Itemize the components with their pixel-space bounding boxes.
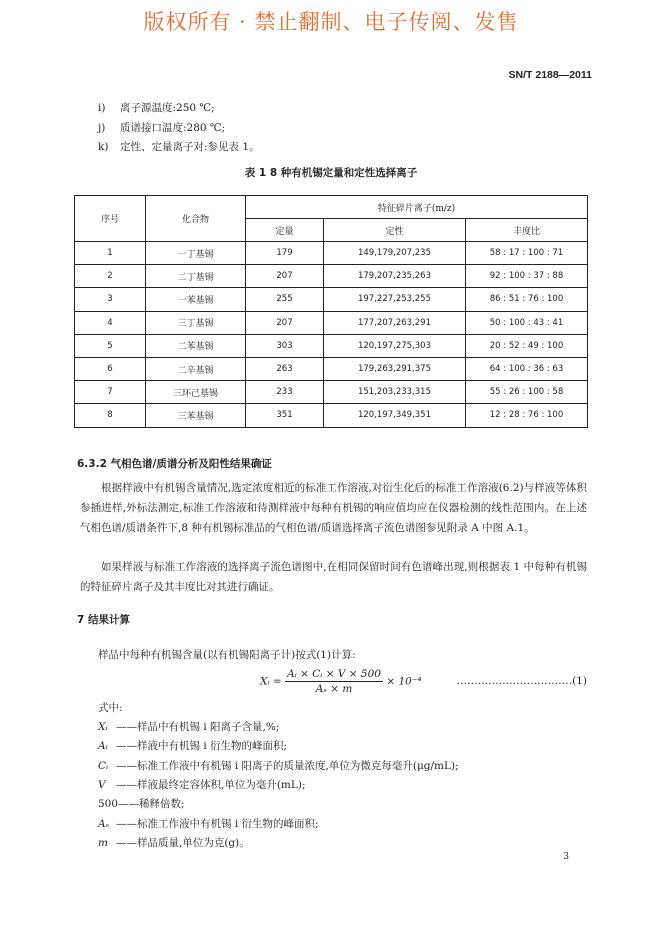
variable-symbol: Xᵢ (98, 721, 108, 733)
condition-item-j (98, 120, 225, 135)
header-ion-group: 特征碎片离子(m/z) (246, 196, 588, 219)
cell-quant: 255 (246, 288, 324, 311)
paragraph-identification: 如果样液与标准工作溶液的选择离子流色谱图中,在相同保留时间有色谱峰出现,则根据表 1 中每种有机锡的特征碎片离子及其丰度比对其进行确证。 (80, 561, 587, 593)
cell-compound: 三环己基锡 (146, 381, 246, 404)
page-number: 3 (563, 852, 569, 862)
condition-key: j) (98, 122, 106, 134)
cell-seq: 1 (75, 242, 146, 265)
cell-compound: 三苯基锡 (146, 404, 246, 427)
variable-desc: ——样品中有机锡 i 阳离子含量,%; (116, 721, 280, 733)
cell-seq: 7 (75, 381, 146, 404)
cell-ratio: 86 : 51 : 76 : 100 (466, 288, 588, 311)
paragraph-confirmation: 根据样液中有机锡含量情况,选定浓度相近的标准工作溶液,对衍生化后的标准工作溶液(6.2)与样液等体积参插进样,外标法测定,标准工作溶液和待测样液中每种有机锡的响应值均应在仪器检测的线性范围内。在上述气相色谱/质谱条件下,8 种有机锡标准品的气相色谱/质谱选择离子流色谱图参见附录 A 中图 A.1。 (80, 482, 587, 534)
cell-qual: 120,197,349,351 (324, 404, 466, 427)
cell-ratio: 58 : 17 : 100 : 71 (466, 242, 588, 265)
cell-quant: 207 (246, 311, 324, 334)
condition-text: 离子源温度:250 ℃; (120, 102, 215, 114)
condition-text: 质谱接口温度:280 ℃; (120, 122, 226, 134)
table-header-row (75, 196, 588, 219)
formula-numerator: Aᵢ × Cᵢ × V × 500 (287, 668, 381, 680)
variable-desc: ——样品质量,单位为克(g)。 (116, 837, 250, 849)
variable-symbol: 500 (98, 798, 119, 810)
cell-compound: 三丁基锡 (146, 311, 246, 334)
cell-compound: 一苯基锡 (146, 288, 246, 311)
header-qual: 定性 (324, 219, 466, 242)
variable-desc: ——样液中有机锡 i 衍生物的峰面积; (116, 740, 288, 752)
cell-seq: 2 (75, 265, 146, 288)
table-row (75, 265, 588, 288)
table-caption: 表 1 8 种有机锡定量和定性选择离子 (244, 167, 418, 179)
cell-seq: 4 (75, 311, 146, 334)
ion-table (74, 195, 588, 428)
cell-quant: 303 (246, 334, 324, 357)
header-quant: 定量 (246, 219, 324, 242)
table-row (75, 242, 588, 265)
cell-ratio: 20 : 52 : 49 : 100 (466, 334, 588, 357)
cell-quant: 263 (246, 357, 324, 380)
section-heading-6-3-2: 6.3.2 气相色谱/质谱分析及阳性结果确证 (77, 458, 272, 470)
variable-symbol: V (98, 779, 106, 791)
variable-desc: ——稀释倍数; (118, 798, 185, 810)
cell-qual: 177,207,263,291 (324, 311, 466, 334)
condition-key: i) (98, 102, 106, 114)
formula-fraction (285, 668, 383, 695)
header-ratio: 丰度比 (466, 219, 588, 242)
variable-desc: ——样液最终定容体积,单位为毫升(mL); (116, 779, 306, 791)
standard-code: SN/T 2188—2011 (508, 69, 592, 81)
cell-compound: 二丁基锡 (146, 265, 246, 288)
cell-seq: 8 (75, 404, 146, 427)
table-row (75, 311, 588, 334)
table-row (75, 357, 588, 380)
formula-1 (260, 668, 422, 695)
table-row (75, 404, 588, 427)
cell-qual: 179,263,291,375 (324, 357, 466, 380)
cell-qual: 149,179,207,235 (324, 242, 466, 265)
condition-item-i (98, 100, 215, 115)
variable-symbol: m (98, 837, 108, 849)
variable-item (98, 758, 459, 773)
variable-item (98, 835, 250, 850)
cell-qual: 197,227,253,255 (324, 288, 466, 311)
section-heading-7: 7 结果计算 (77, 614, 130, 626)
cell-seq: 6 (75, 357, 146, 380)
formula-factor: × 10⁻⁴ (386, 675, 422, 688)
variable-symbol: Aₛ (98, 818, 110, 830)
cell-ratio: 92 : 100 : 37 : 88 (466, 265, 588, 288)
cell-compound: 二辛基锡 (146, 357, 246, 380)
variable-symbol: Aᵢ (98, 740, 108, 752)
table-row (75, 334, 588, 357)
condition-item-k (98, 139, 260, 154)
cell-quant: 207 (246, 265, 324, 288)
cell-seq: 3 (75, 288, 146, 311)
variable-item (98, 816, 319, 831)
formula-intro: 样品中每种有机锡含量(以有机锡阳离子计)按式(1)计算: (98, 649, 356, 661)
cell-compound: 一丁基锡 (146, 242, 246, 265)
formula-number: ……………………………(1) (456, 675, 587, 687)
cell-quant: 179 (246, 242, 324, 265)
cell-ratio: 12 : 28 : 76 : 100 (466, 404, 588, 427)
variable-item (98, 738, 287, 753)
cell-ratio: 64 : 100 : 36 : 63 (466, 357, 588, 380)
cell-seq: 5 (75, 334, 146, 357)
variable-item (98, 796, 185, 811)
table-row (75, 381, 588, 404)
variable-item (98, 719, 279, 734)
cell-qual: 179,207,235,263 (324, 265, 466, 288)
condition-text: 定性、定量离子对:参见表 1。 (120, 141, 260, 153)
cell-ratio: 55 : 26 : 100 : 58 (466, 381, 588, 404)
formula-lhs: Xᵢ = (260, 675, 282, 688)
cell-qual: 120,197,275,303 (324, 334, 466, 357)
table-row (75, 288, 588, 311)
variable-item (98, 777, 306, 792)
where-label: 式中: (98, 702, 123, 714)
cell-qual: 151,203,233,315 (324, 381, 466, 404)
variable-symbol: Cᵢ (98, 760, 109, 772)
watermark-banner: 版权所有 · 禁止翻制、电子传阅、发售 (143, 10, 519, 34)
formula-denominator: Aₛ × m (315, 683, 353, 695)
variable-desc: ——标准工作液中有机锡 i 阳离子的质量浓度,单位为微克每毫升(μg/mL); (116, 760, 459, 772)
header-compound: 化合物 (146, 196, 246, 242)
header-seq: 序号 (75, 196, 146, 242)
condition-key: k) (98, 141, 109, 153)
cell-ratio: 50 : 100 : 43 : 41 (466, 311, 588, 334)
cell-quant: 233 (246, 381, 324, 404)
cell-quant: 351 (246, 404, 324, 427)
cell-compound: 二苯基锡 (146, 334, 246, 357)
variable-desc: ——标准工作液中有机锡 i 衍生物的峰面积; (116, 818, 319, 830)
